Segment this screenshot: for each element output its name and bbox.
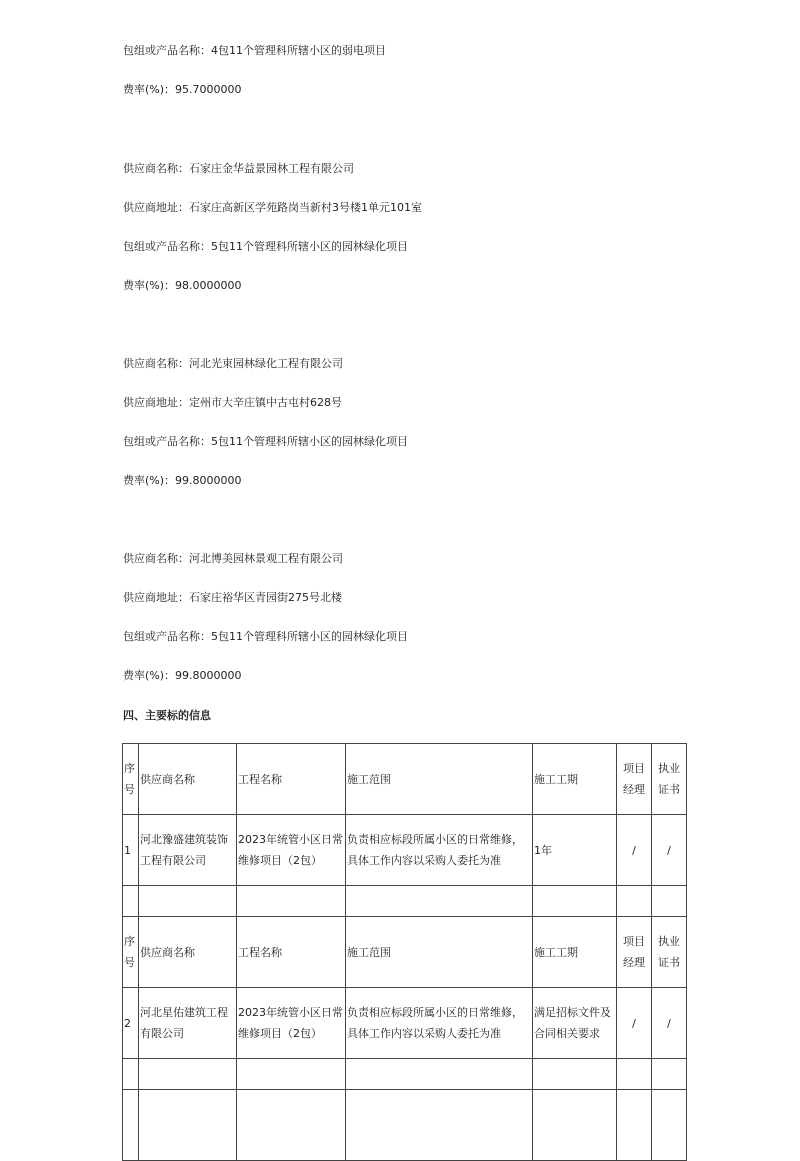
supplier-name-line: 供应商名称：河北光束园林绿化工程有限公司: [123, 357, 343, 370]
cell-project: 2023年统管小区日常维修项目（2包）: [237, 815, 346, 886]
product-name-line: 包组或产品名称：5包11个管理科所辖小区的园林绿化项目: [123, 240, 408, 253]
table-header-row: [123, 917, 687, 988]
header-cert: 执业证书: [652, 744, 687, 815]
cell-no: 1: [123, 815, 139, 886]
supplier-name-line: 供应商名称：河北博美园林景观工程有限公司: [123, 552, 343, 565]
table-row: [123, 988, 687, 1059]
header-manager: 项目经理: [617, 917, 652, 988]
product-name-line: 包组或产品名称：4包11个管理科所辖小区的弱电项目: [123, 44, 386, 57]
header-scope: 施工范围: [346, 917, 533, 988]
cell-manager: /: [617, 815, 652, 886]
table-header-row: [123, 744, 687, 815]
table-row: [123, 815, 687, 886]
rate-line: 费率(%)：99.8000000: [123, 669, 242, 682]
header-project: 工程名称: [237, 744, 346, 815]
cell-scope: 负责相应标段所属小区的日常维修，具体工作内容以采购人委托为准: [346, 815, 533, 886]
header-no: 序号: [123, 917, 139, 988]
header-cert: 执业证书: [652, 917, 687, 988]
product-name-line: 包组或产品名称：5包11个管理科所辖小区的园林绿化项目: [123, 630, 408, 643]
header-manager: 项目经理: [617, 744, 652, 815]
header-no: 序号: [123, 744, 139, 815]
cell-scope: 负责相应标段所属小区的日常维修，具体工作内容以采购人委托为准: [346, 988, 533, 1059]
cell-cert: /: [652, 988, 687, 1059]
table-partial-row: [123, 1090, 687, 1161]
header-period: 施工工期: [533, 744, 617, 815]
product-name-line: 包组或产品名称：5包11个管理科所辖小区的园林绿化项目: [123, 435, 408, 448]
cell-supplier: 河北星佑建筑工程有限公司: [139, 988, 237, 1059]
cell-period: 1年: [533, 815, 617, 886]
cell-manager: /: [617, 988, 652, 1059]
cell-supplier: 河北豫盛建筑装饰工程有限公司: [139, 815, 237, 886]
cell-project: 2023年统管小区日常维修项目（2包）: [237, 988, 346, 1059]
rate-line: 费率(%)：98.0000000: [123, 279, 242, 292]
supplier-address-line: 供应商地址：石家庄裕华区青园街275号北楼: [123, 591, 342, 604]
cell-cert: /: [652, 815, 687, 886]
header-scope: 施工范围: [346, 744, 533, 815]
subject-info-table: [122, 743, 687, 1161]
header-project: 工程名称: [237, 917, 346, 988]
section-title: 四、主要标的信息: [123, 709, 211, 722]
cell-period: 满足招标文件及合同相关要求: [533, 988, 617, 1059]
supplier-name-line: 供应商名称：石家庄金华益景园林工程有限公司: [123, 162, 354, 175]
table-spacer-row: [123, 1059, 687, 1090]
rate-line: 费率(%)：95.7000000: [123, 83, 242, 96]
header-supplier: 供应商名称: [139, 744, 237, 815]
supplier-address-line: 供应商地址：定州市大辛庄镇中古屯村628号: [123, 396, 342, 409]
cell-no: 2: [123, 988, 139, 1059]
header-supplier: 供应商名称: [139, 917, 237, 988]
rate-line: 费率(%)：99.8000000: [123, 474, 242, 487]
table-spacer-row: [123, 886, 687, 917]
header-period: 施工工期: [533, 917, 617, 988]
supplier-address-line: 供应商地址：石家庄高新区学苑路岗当新村3号楼1单元101室: [123, 201, 422, 214]
